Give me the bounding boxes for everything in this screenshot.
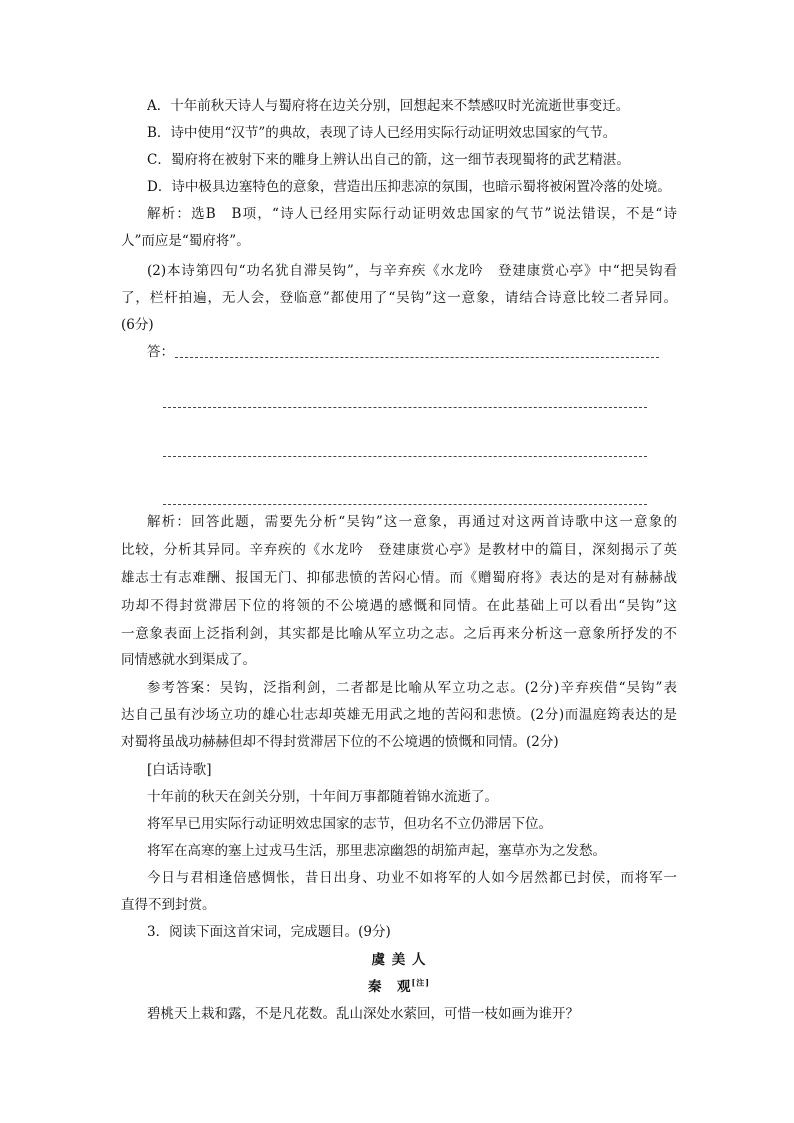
poem-title: 虞 美 人 (371, 952, 427, 968)
vernacular-line-3: 将军在高寒的塞上过戎马生活，那里悲凉幽怨的胡笳声起，塞草亦为之发愁。 (147, 843, 606, 859)
reference-line-2: 达自己虽有沙场立功的雄心壮志却英雄无用武之地的苦闷和悲愤。(2分)而温庭筠表达的是 (121, 707, 677, 723)
poem-author-name: 秦 观 (367, 979, 412, 995)
analysis-2-line-6: 同情感就水到渠成了。 (121, 652, 256, 668)
question-2-line-1: (2)本诗第四句“功名犹自滞吴钩”，与辛弃疾《水龙吟 登建康赏心亭》中“把吴钩看 (147, 263, 677, 279)
vernacular-line-5: 直得不到封赏。 (121, 897, 216, 913)
question-2-line-2: 了，栏杆拍遍，无人会，登临意”都使用了“吴钩”这一意象，请结合诗意比较二者异同。 (121, 290, 677, 306)
analysis-1-line-2: 人”而应是“蜀府将”。 (121, 233, 250, 249)
option-b: B．诗中使用“汉节”的典故，表现了诗人已经用实际行动证明效忠国家的气节。 (147, 125, 617, 141)
reference-line-1: 参考答案：吴钩，泛指利剑，二者都是比喻从军立功之志。(2分)辛弃疾借“吴钩”表 (147, 680, 677, 696)
answer-line-2[interactable] (163, 407, 647, 408)
analysis-2-line-5: 一意象表面上泛指利剑，其实都是比喻从军立功之志。之后再来分析这一意象所抒发的不 (121, 626, 677, 642)
analysis-2-line-2: 比较，分析其异同。辛弃疾的《水龙吟 登建康赏心亭》是教材中的篇目，深刻揭示了英 (121, 542, 677, 558)
answer-line-1[interactable] (175, 357, 659, 358)
answer-line-4[interactable] (163, 504, 647, 505)
vernacular-line-4: 今日与君相逢倍感惆怅，昔日出身、功业不如将军的人如今居然都已封侯，而将军一 (147, 870, 677, 886)
answer-line-3[interactable] (163, 456, 647, 457)
vernacular-line-2: 将军早已用实际行动证明效忠国家的志节，但功名不立仍滞居下位。 (147, 816, 552, 832)
analysis-2-line-4: 功却不得封赏滞居下位的将领的不公境遇的感慨和同情。在此基础上可以看出“吴钩”这 (121, 598, 677, 614)
analysis-1-line-1: 解析：选B B项，“诗人已经用实际行动证明效忠国家的气节”说法错误，不是“诗 (147, 206, 677, 222)
analysis-2-line-1: 解析：回答此题，需要先分析“吴钩”这一意象，再通过对这两首诗歌中这一意象的 (147, 514, 677, 530)
author-note-marker: [注] (411, 977, 431, 988)
poem-author (121, 975, 677, 999)
poem-first-line: 碧桃天上栽和露，不是凡花数。乱山深处水萦回，可惜一枝如画为谁开？ (147, 1006, 579, 1022)
vernacular-line-1: 十年前的秋天在剑关分别，十年间万事都随着锦水流逝了。 (147, 789, 498, 805)
option-a: A．十年前秋天诗人与蜀府将在边关分别，回想起来不禁感叹时光流逝世事变迁。 (147, 98, 630, 114)
vernacular-heading: [白话诗歌] (147, 762, 212, 778)
option-c: C．蜀府将在被射下来的雕身上辨认出自己的箭，这一细节表现蜀将的武艺精湛。 (147, 152, 630, 168)
analysis-2-line-3: 雄志士有志难酬、报国无门、抑郁悲愤的苦闷心情。而《赠蜀府将》表达的是对有赫赫战 (121, 570, 677, 586)
answer-label: 答： (147, 344, 174, 360)
reference-line-3: 对蜀将虽战功赫赫但却不得封赏滞居下位的不公境遇的愤慨和同情。(2分) (121, 734, 559, 750)
question-3-prompt: 3．阅读下面这首宋词，完成题目。(9分) (147, 924, 391, 940)
option-d: D．诗中极具边塞特色的意象，营造出压抑悲凉的氛围，也暗示蜀将被闲置冷落的处境。 (147, 179, 671, 195)
question-2-line-3: (6分) (121, 317, 154, 333)
